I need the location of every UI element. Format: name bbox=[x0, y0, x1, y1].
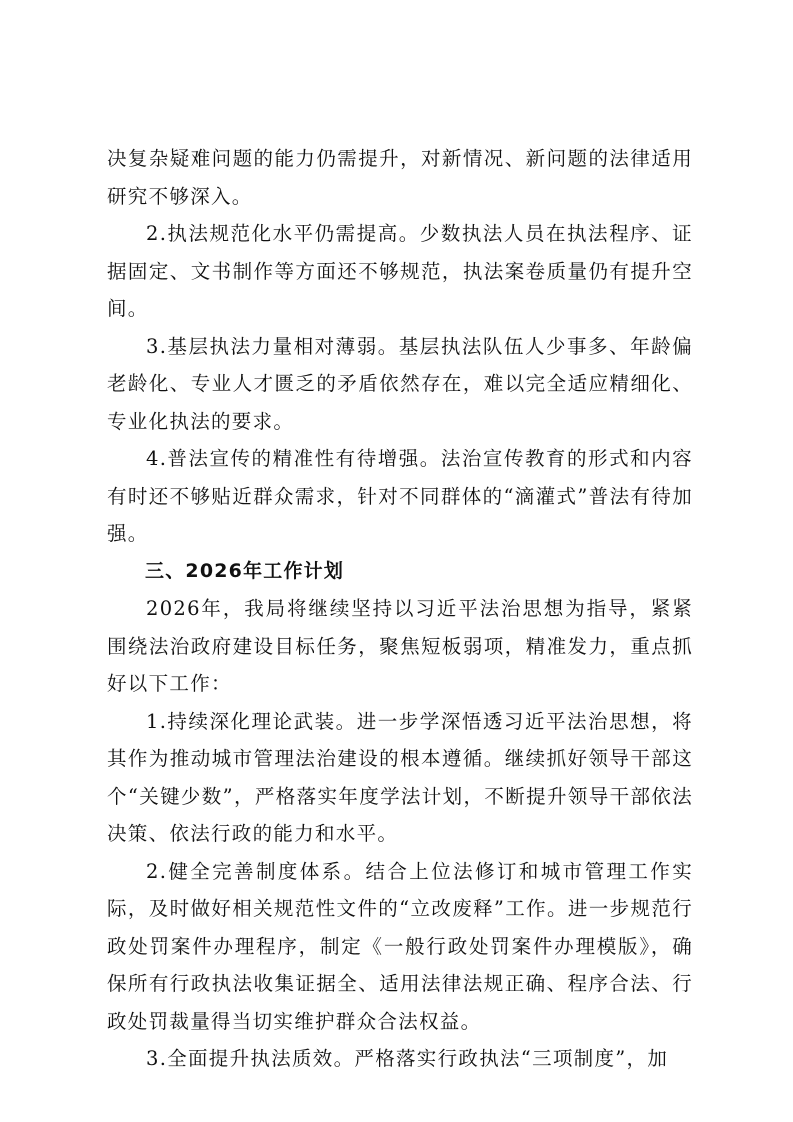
issue-item-3: 3.基层执法力量相对薄弱。基层执法队伍人少事多、年龄偏老龄化、专业人才匮乏的矛盾依然存在，难以完全适应精细化、专业化执法的要求。 bbox=[107, 334, 693, 433]
issue-item-4: 4.普法宣传的精准性有待增强。法治宣传教育的形式和内容有时还不够贴近群众需求，针对不同群体的“滴灌式”普法有待加强。 bbox=[107, 447, 693, 545]
continued-paragraph: 决复杂疑难问题的能力仍需提升，对新情况、新问题的法律适用研究不够深入。 bbox=[107, 147, 693, 208]
plan-item-1: 1.持续深化理论武装。进一步学深悟透习近平法治思想，将其作为推动城市管理法治建设的根本遵循。继续抓好领导干部这个“关键少数”，严格落实年度学法计划，不断提升领导干部依法决策、依法行政的能力和水平。 bbox=[107, 709, 693, 845]
plan-intro: 2026年，我局将继续坚持以习近平法治思想为指导，紧紧围绕法治政府建设目标任务，聚焦短板弱项，精准发力，重点抓好以下工作： bbox=[107, 597, 693, 695]
plan-item-2: 2.健全完善制度体系。结合上位法修订和城市管理工作实际，及时做好相关规范性文件的“立改废释”工作。进一步规范行政处罚案件办理程序，制定《一般行政处罚案件办理模版》，确保所有行政执法收集证据全、适用法律法规正确、程序合法、行政处罚裁量得当切实维护群众合法权益。 bbox=[107, 859, 693, 1033]
plan-item-3: 3.全面提升执法质效。严格落实行政执法“三项制度”，加 bbox=[146, 1047, 669, 1070]
section-heading: 三、2026年工作计划 bbox=[145, 559, 345, 582]
issue-item-2: 2.执法规范化水平仍需提高。少数执法人员在执法程序、证据固定、文书制作等方面还不够规范，执法案卷质量仍有提升空间。 bbox=[107, 222, 693, 320]
document-body bbox=[107, 140, 693, 1078]
